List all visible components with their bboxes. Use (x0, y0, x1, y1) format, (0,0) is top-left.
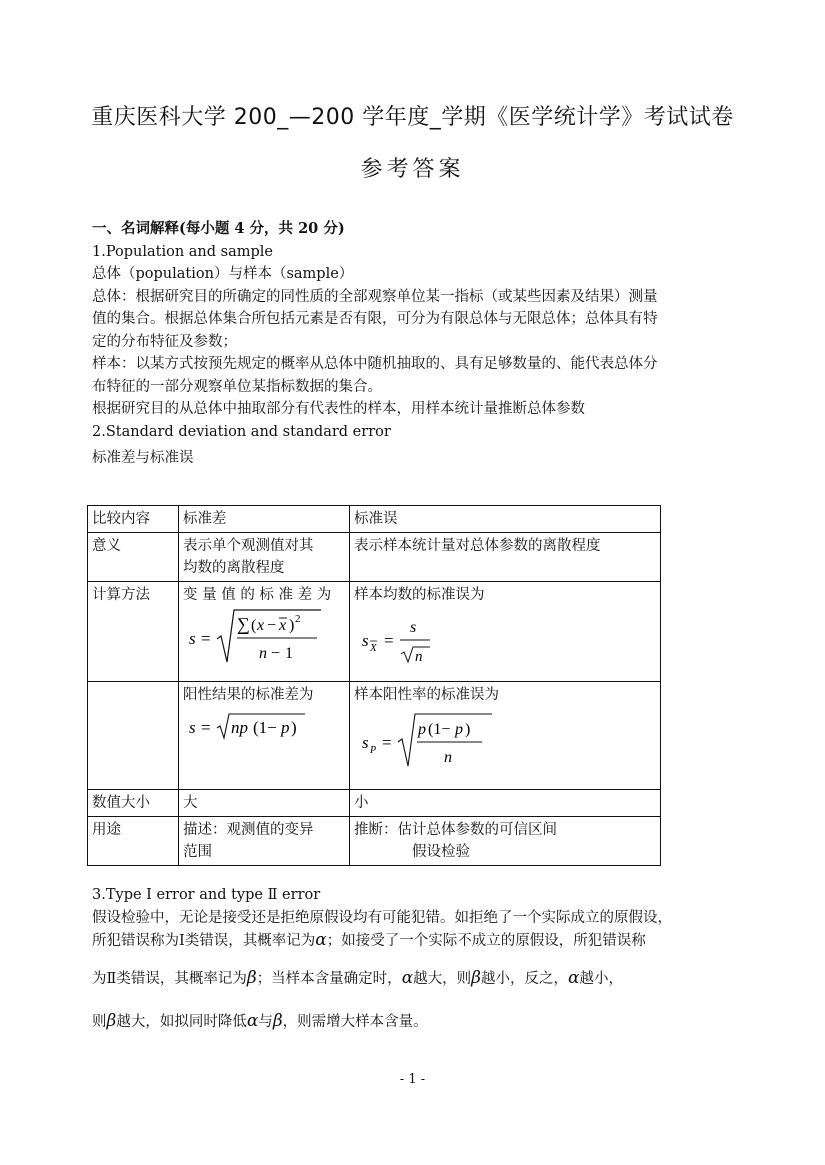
row-label-empty (88, 682, 179, 790)
table-row-binary (88, 682, 661, 790)
header-cell-compare: 比较内容 (88, 506, 179, 533)
sd-size-cell: 大 (179, 790, 350, 817)
sd-use-line-2: 范围 (183, 844, 212, 860)
svg-text:p: p (455, 721, 463, 738)
error-text-3b: ；当样本含量确定时， (256, 970, 402, 987)
svg-text:=: = (382, 733, 392, 752)
svg-text:=: = (201, 629, 211, 648)
sample-def-line-2: 布特征的一部分观察单位某指标数据的集合。 (92, 378, 382, 395)
se-size-cell: 小 (350, 790, 661, 817)
error-text-line-1: 假设检验中，无论是接受还是拒绝原假设均有可能犯错。如拒绝了一个实际成立的原假设， (92, 909, 672, 926)
svg-text:n: n (259, 645, 267, 662)
svg-text:P: P (370, 745, 377, 756)
error-text-4d: ，则需增大样本含量。 (282, 1014, 428, 1030)
svg-text:(1−: (1− (253, 718, 277, 737)
section-heading: 一、名词解释(每小题 4 分，共 20 分) (92, 220, 345, 237)
sd-binary-cell (179, 682, 350, 790)
table-row-size (88, 790, 661, 817)
page-title: 重庆医科大学 200_—200 学年度_学期《医学统计学》考试试卷 (91, 105, 734, 130)
se-use-cell (350, 817, 661, 866)
error-text-3e: 越小， (579, 970, 623, 987)
svg-text:∑: ∑ (237, 614, 250, 634)
svg-text:s: s (410, 619, 417, 636)
svg-text:): ) (291, 718, 297, 737)
se-binary-formula (354, 706, 504, 772)
svg-text:s: s (362, 733, 369, 752)
se-meaning-cell: 表示样本统计量对总体参数的离散程度 (350, 533, 661, 582)
item-1-title-en: 1.Population and sample (92, 243, 273, 260)
section-1-block (92, 218, 752, 470)
page-number: - 1 - (399, 1072, 426, 1087)
row-label: 计算方法 (88, 582, 179, 682)
svg-text:np: np (231, 718, 248, 737)
svg-text:s: s (189, 629, 196, 648)
error-text-4c: 与 (258, 1014, 273, 1030)
inference-summary: 根据研究目的从总体中抽取部分有代表性的样本，用样本统计量推断总体参数 (92, 401, 585, 417)
table-header-row (88, 506, 661, 533)
svg-text:=: = (384, 631, 394, 650)
beta-symbol: β (246, 967, 257, 988)
se-binary-cell (350, 682, 661, 790)
alpha-symbol: α (315, 930, 327, 950)
item-3-block (92, 884, 752, 1034)
se-use-line-1: 推断：估计总体参数的可信区间 (354, 822, 557, 838)
svg-text:=: = (201, 718, 211, 737)
table-row-use (88, 817, 661, 866)
header-cell-sd: 标准差 (179, 506, 350, 533)
se-use-line-2: 假设检验 (412, 844, 470, 860)
svg-text:p: p (281, 718, 290, 737)
sd-formula (183, 606, 333, 668)
svg-text:s: s (362, 631, 369, 650)
row-label: 意义 (88, 533, 179, 582)
svg-text:x: x (279, 617, 287, 634)
item-1-title-cn: 总体（population）与样本（sample） (92, 266, 354, 282)
beta-symbol: β (272, 1011, 283, 1031)
error-text-2a: 所犯错误称为Ⅰ类错误，其概率记为 (92, 933, 316, 949)
svg-text:p: p (418, 721, 426, 738)
comparison-table (87, 505, 661, 866)
error-text-line-2 (92, 929, 752, 953)
sd-binary-formula (183, 706, 333, 746)
svg-text:−: − (271, 645, 281, 662)
item-2-title-cn: 标准差与标准误 (92, 450, 194, 466)
svg-text:n: n (444, 749, 452, 766)
se-method-cell (350, 582, 661, 682)
error-text-4b: 越大，如拟同时降低 (116, 1014, 247, 1030)
sd-meaning-cell (179, 533, 350, 582)
item-2-title-en: 2.Standard deviation and standard error (92, 423, 391, 440)
population-def-line-1: 总体：根据研究目的所确定的同性质的全部观察单位某一指标（或某些因素及结果）测量 (92, 288, 658, 305)
sd-method-cell (179, 582, 350, 682)
alpha-symbol: α (246, 1011, 259, 1031)
error-text-3c: 越大，则 (413, 970, 472, 987)
beta-symbol: β (106, 1011, 117, 1031)
sd-use-cell (179, 817, 350, 866)
page-subtitle: 参考答案 (360, 157, 465, 182)
error-text-3a: 为Ⅱ类错误，其概率记为 (92, 970, 247, 987)
svg-text:(: ( (251, 617, 257, 634)
error-text-line-4 (92, 1010, 752, 1034)
error-text-3d: 越小，反之， (481, 970, 568, 987)
svg-text:1: 1 (285, 645, 293, 662)
table-row-method (88, 582, 661, 682)
table-row-meaning (88, 533, 661, 582)
se-binary-text: 样本阳性率的标准误为 (354, 687, 499, 703)
error-text-2b: ；如接受了一个实际不成立的原假设，所犯错误称 (326, 933, 646, 949)
svg-text:2: 2 (295, 613, 301, 625)
svg-text:n: n (415, 649, 423, 665)
population-def-line-2: 值的集合。根据总体集合所包括元素是否有限，可分为有限总体与无限总体；总体具有特 (92, 311, 658, 327)
row-label: 用途 (88, 817, 179, 866)
se-formula (354, 606, 474, 668)
beta-symbol: β (471, 967, 481, 988)
se-method-text: 样本均数的标准误为 (354, 587, 485, 603)
item-3-title-en: 3.Type Ⅰ error and type Ⅱ error (92, 887, 321, 903)
error-text-line-3 (92, 967, 752, 991)
population-def-line-3: 定的分布特征及参数； (92, 333, 237, 350)
alpha-symbol: α (401, 967, 414, 988)
svg-text:): ) (465, 721, 471, 738)
sd-method-text: 变 量 值 的 标 准 差 为 (183, 587, 332, 603)
row-label: 数值大小 (88, 790, 179, 817)
svg-text:x: x (257, 617, 265, 634)
sd-meaning-line-2: 均数的离散程度 (183, 560, 285, 576)
alpha-symbol: α (568, 967, 580, 988)
svg-text:): ) (289, 617, 295, 634)
svg-text:s: s (189, 718, 196, 737)
sd-meaning-line-1: 表示单个观测值对其 (183, 538, 314, 554)
sd-binary-text: 阳性结果的标准差为 (183, 687, 314, 703)
sd-use-line-1: 描述：观测值的变异 (183, 822, 314, 838)
svg-text:(1−: (1− (428, 721, 451, 738)
svg-text:X: X (370, 642, 377, 654)
svg-text:−: − (267, 617, 277, 634)
sample-def-line-1: 样本：以某方式按预先规定的概率从总体中随机抽取的、具有足够数量的、能代表总体分 (92, 356, 658, 372)
error-text-4a: 则 (92, 1014, 107, 1030)
header-cell-se: 标准误 (350, 506, 661, 533)
